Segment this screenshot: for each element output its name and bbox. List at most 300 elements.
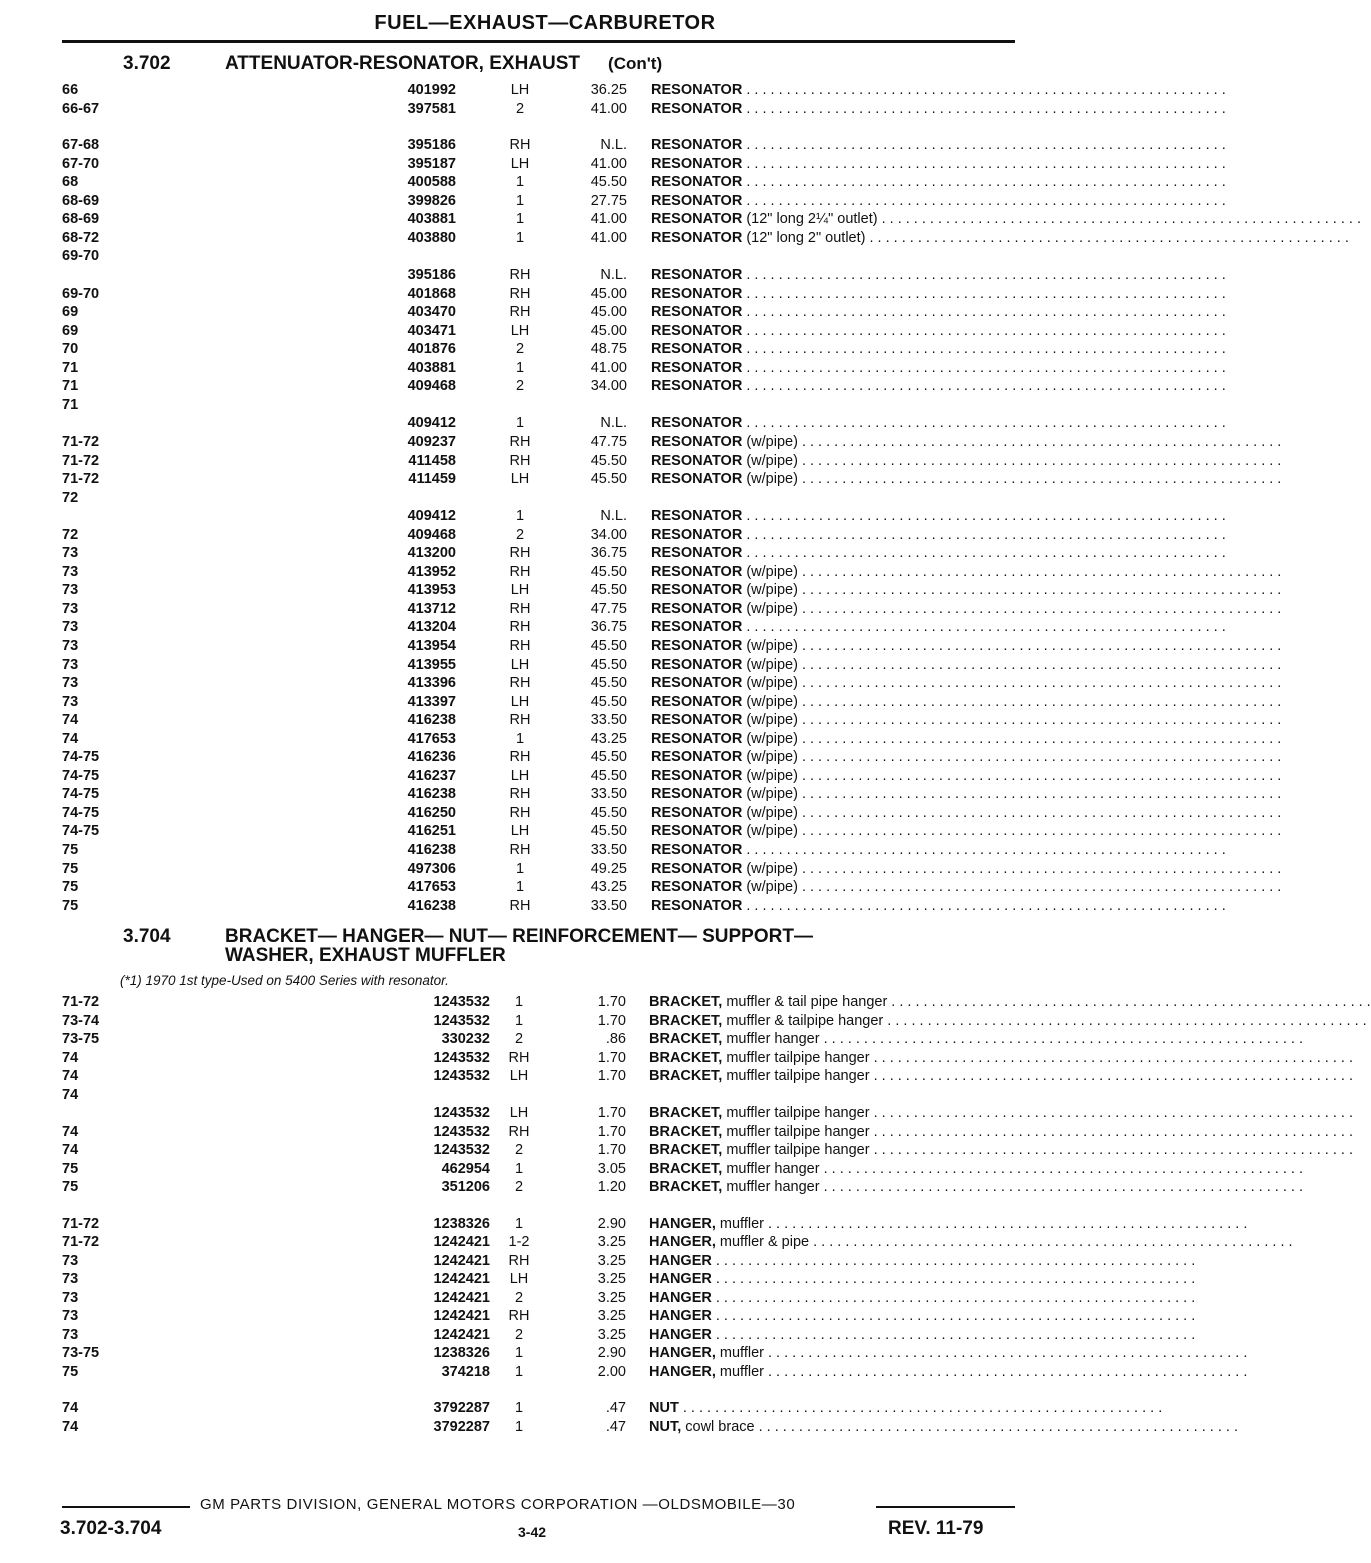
table-row: [0, 470, 1282, 488]
table-row: [0, 730, 1282, 748]
part-name-bold: RESONATOR: [651, 526, 743, 543]
table-row: [0, 359, 1226, 377]
quantity: RH: [509, 545, 531, 562]
part-name-detail: . . . . . . . . . . . . . . . . . . . . . . . . . . . . . . . . . . . . . . . . . . . . . . . . . . . . . . . . . . . .: [742, 341, 1226, 358]
quantity: RH: [509, 563, 531, 580]
part-name-bold: BRACKET,: [649, 1031, 723, 1047]
table-row: [0, 1141, 1353, 1159]
model-year: 71-72: [62, 1234, 100, 1250]
model-year: 73: [62, 1308, 79, 1324]
part-name: [649, 1270, 1196, 1288]
part-name-detail: (w/pipe) . . . . . . . . . . . . . . . . . . . . . . . . . . . . . . . . . . . . . . . . . . . . . . . . . . . . . . . . . . . .: [742, 749, 1282, 766]
table-row: [0, 1326, 1196, 1344]
part-name-bold: RESONATOR: [651, 749, 743, 766]
section-continued: (Con't): [608, 54, 663, 73]
table-row: [0, 136, 1226, 154]
quantity: 1: [515, 192, 525, 209]
part-name-bold: RESONATOR: [651, 656, 743, 673]
part-name: [651, 841, 1226, 859]
part-name-detail: . . . . . . . . . . . . . . . . . . . . . . . . . . . . . . . . . . . . . . . . . . . . . . . . . . . . . . . . . . . .: [742, 545, 1226, 562]
part-name: [649, 1399, 1163, 1417]
table-row: [0, 1049, 1353, 1067]
part-number: 416251: [407, 823, 456, 840]
part-number: 1243532: [433, 1123, 490, 1140]
section-title: ATTENUATOR-RESONATOR, EXHAUST: [225, 53, 581, 74]
part-number: 1242421: [433, 1289, 490, 1306]
part-name-detail: (w/pipe) . . . . . . . . . . . . . . . . . . . . . . . . . . . . . . . . . . . . . . . . . . . . . . . . . . . . . . . . . . . .: [742, 433, 1282, 450]
quantity: 2: [515, 341, 525, 358]
table-row: [0, 1233, 1293, 1251]
model-year: 67-70: [62, 155, 100, 172]
part-name-detail: (w/pipe) . . . . . . . . . . . . . . . . . . . . . . . . . . . . . . . . . . . . . . . . . . . . . . . . . . . . . . . . . . . .: [742, 879, 1282, 896]
quantity: 1: [515, 174, 525, 191]
price: 36.75: [590, 545, 627, 562]
model-year: 74: [62, 1049, 79, 1066]
part-name: [651, 693, 1282, 711]
model-year: 66: [62, 82, 79, 98]
part-name-detail: . . . . . . . . . . . . . . . . . . . . . . . . . . . . . . . . . . . . . . . . . . . . . . . . . . . . . . . . . . . .: [742, 526, 1226, 543]
quantity: 2: [514, 1179, 524, 1195]
part-number: 1242421: [433, 1308, 490, 1324]
part-number: 409468: [407, 526, 456, 543]
quantity: 1: [514, 1012, 524, 1029]
part-name: [651, 822, 1282, 840]
part-number: 399826: [407, 192, 456, 209]
part-name: [651, 748, 1282, 766]
section-number: 3.702: [123, 53, 171, 74]
table-row: [0, 1178, 1303, 1196]
part-name-bold: RESONATOR: [651, 804, 743, 821]
part-number: 1243532: [433, 994, 490, 1010]
price: 1.70: [597, 1105, 626, 1121]
price: 34.00: [590, 526, 627, 543]
table-row: [0, 210, 1361, 228]
part-name-bold: BRACKET,: [649, 1179, 723, 1195]
model-year: 74-75: [62, 749, 100, 766]
model-year: 71: [62, 378, 79, 395]
part-name-detail: muffler & pipe . . . . . . . . . . . . . . . . . . . . . . . . . . . . . . . . . . . . . . . . . . . . . . . . . . . . . . . . . . . .: [715, 1234, 1293, 1250]
table-row: [0, 1086, 1090, 1104]
part-name: [649, 1326, 1196, 1344]
part-name-detail: muffler tailpipe hanger . . . . . . . . . . . . . . . . . . . . . . . . . . . . . . . . . . . . . . . . . . . . . . . . . . . . . . . . . . . .: [722, 1142, 1353, 1158]
section-3702-heading: [123, 53, 662, 75]
table-row: [0, 841, 1226, 859]
model-year: 73-74: [62, 1012, 100, 1029]
part-name-detail: (w/pipe) . . . . . . . . . . . . . . . . . . . . . . . . . . . . . . . . . . . . . . . . . . . . . . . . . . . . . . . . . . . .: [742, 693, 1282, 710]
model-year: 71-72: [62, 433, 100, 450]
part-name-detail: muffler & tailpipe hanger . . . . . . . . . . . . . . . . . . . . . . . . . . . . . . . . . . . . . . . . . . . . . . . . . . . . . . . . . . . .: [722, 1012, 1367, 1029]
part-number: 416238: [407, 842, 456, 858]
model-year: 74: [62, 1123, 79, 1140]
part-name: [649, 1030, 1303, 1048]
part-name-bold: RESONATOR: [651, 508, 743, 525]
part-name: [651, 229, 1349, 247]
part-name: [651, 377, 1226, 395]
part-name-bold: RESONATOR: [651, 415, 743, 432]
price: 45.00: [590, 304, 627, 321]
quantity: 1: [514, 1345, 524, 1361]
quantity: 2: [514, 1326, 524, 1343]
price: 45.00: [590, 322, 627, 339]
part-number: 395186: [407, 267, 456, 283]
page-title: FUEL—EXHAUST—CARBURETOR: [374, 12, 716, 34]
price: 2.90: [597, 1345, 626, 1361]
price: 3.25: [597, 1326, 626, 1343]
part-name-bold: RESONATOR: [651, 192, 743, 209]
header-rule: [62, 40, 1015, 43]
quantity: RH: [509, 285, 531, 302]
part-name-detail: . . . . . . . . . . . . . . . . . . . . . . . . . . . . . . . . . . . . . . . . . . . . . . . . . . . . . . . . . . . .: [742, 415, 1226, 432]
part-name-detail: . . . . . . . . . . . . . . . . . . . . . . . . . . . . . . . . . . . . . . . . . . . . . . . . . . . . . . . . . . . .: [711, 1326, 1196, 1343]
table-row: [0, 804, 1282, 822]
part-name-bold: RESONATOR: [651, 582, 743, 599]
part-number: 409412: [407, 508, 456, 525]
part-name: [651, 81, 1226, 99]
quantity: 1: [515, 730, 525, 747]
part-number: 1242421: [433, 1252, 490, 1269]
part-number: 416238: [407, 786, 456, 803]
quantity: RH: [509, 786, 531, 803]
table-row: [0, 396, 1090, 414]
price: 49.25: [590, 860, 627, 877]
model-year: 75: [62, 1179, 79, 1195]
part-number: 1238326: [433, 1215, 490, 1232]
table-row: [0, 581, 1282, 599]
table-row: [0, 822, 1282, 840]
part-name-detail: (w/pipe) . . . . . . . . . . . . . . . . . . . . . . . . . . . . . . . . . . . . . . . . . . . . . . . . . . . . . . . . . . . .: [742, 563, 1282, 580]
part-name-bold: BRACKET,: [649, 1105, 723, 1121]
table-row: [0, 81, 1226, 99]
section-3704-title-2: WASHER, EXHAUST MUFFLER: [225, 945, 506, 966]
model-year: 71-72: [62, 994, 100, 1010]
quantity: RH: [508, 1308, 530, 1324]
part-name-detail: (w/pipe) . . . . . . . . . . . . . . . . . . . . . . . . . . . . . . . . . . . . . . . . . . . . . . . . . . . . . . . . . . . .: [742, 675, 1282, 691]
table-row: [0, 100, 1226, 118]
model-year: 69: [62, 322, 79, 339]
part-name: [649, 993, 1371, 1011]
part-name: [651, 674, 1282, 692]
part-name-bold: RESONATOR: [651, 879, 743, 896]
part-name: [651, 470, 1282, 488]
part-name-detail: (w/pipe) . . . . . . . . . . . . . . . . . . . . . . . . . . . . . . . . . . . . . . . . . . . . . . . . . . . . . . . . . . . .: [742, 600, 1282, 617]
part-number: 416238: [407, 712, 456, 729]
part-name: [651, 452, 1282, 470]
price: 45.50: [590, 693, 627, 710]
table-row: [0, 1307, 1196, 1325]
part-number: 3792287: [433, 1400, 490, 1416]
model-year: 73: [62, 1326, 79, 1343]
price: N.L.: [600, 137, 627, 154]
part-name: [651, 711, 1282, 729]
table-row: [0, 1363, 1248, 1381]
part-name-detail: muffler . . . . . . . . . . . . . . . . . . . . . . . . . . . . . . . . . . . . . . . . . . . . . . . . . . . . . . . . . . . .: [715, 1345, 1248, 1361]
part-name-detail: muffler tailpipe hanger . . . . . . . . . . . . . . . . . . . . . . . . . . . . . . . . . . . . . . . . . . . . . . . . . . . . . . . . . . . .: [722, 1068, 1353, 1084]
part-name-detail: . . . . . . . . . . . . . . . . . . . . . . . . . . . . . . . . . . . . . . . . . . . . . . . . . . . . . . . . . . . .: [742, 359, 1226, 376]
table-row: [0, 785, 1282, 803]
quantity: RH: [509, 619, 531, 636]
part-number: 413397: [407, 693, 456, 710]
model-year: 71: [62, 359, 79, 376]
model-year: 71-72: [62, 471, 100, 487]
quantity: RH: [509, 804, 531, 821]
table-row: [0, 618, 1226, 636]
part-number: 413955: [407, 656, 456, 673]
model-year: 73-75: [62, 1031, 100, 1047]
part-number: 416237: [407, 767, 456, 784]
price: 41.00: [590, 100, 627, 117]
price: 45.50: [590, 563, 627, 580]
price: 47.75: [590, 433, 627, 450]
part-name-detail: . . . . . . . . . . . . . . . . . . . . . . . . . . . . . . . . . . . . . . . . . . . . . . . . . . . . . . . . . . . .: [742, 508, 1226, 525]
model-year: 69-70: [62, 248, 100, 265]
part-name-bold: HANGER,: [649, 1345, 716, 1361]
price: 45.50: [590, 749, 627, 766]
part-number: 400588: [407, 174, 456, 191]
part-name: [651, 322, 1226, 340]
part-name: [651, 155, 1226, 173]
part-name-bold: RESONATOR: [651, 174, 743, 191]
part-name: [651, 656, 1282, 674]
price: 3.25: [597, 1308, 626, 1324]
model-year: 74-75: [62, 804, 100, 821]
price: N.L.: [600, 415, 627, 432]
part-name: [651, 804, 1282, 822]
part-name: [649, 1215, 1248, 1233]
price: .47: [605, 1400, 626, 1416]
part-name-detail: . . . . . . . . . . . . . . . . . . . . . . . . . . . . . . . . . . . . . . . . . . . . . . . . . . . . . . . . . . . .: [742, 304, 1226, 321]
model-year: 73: [62, 563, 79, 580]
part-name-detail: . . . . . . . . . . . . . . . . . . . . . . . . . . . . . . . . . . . . . . . . . . . . . . . . . . . . . . . . . . . .: [711, 1271, 1196, 1287]
part-name: [651, 285, 1226, 303]
part-name-bold: HANGER: [649, 1252, 712, 1269]
model-year: 75: [62, 1363, 79, 1380]
part-name: [649, 1141, 1353, 1159]
part-number: 395186: [407, 137, 456, 154]
part-name: [649, 1049, 1353, 1067]
model-year: 73: [62, 1289, 79, 1306]
part-name: [649, 1067, 1353, 1085]
part-name-bold: HANGER: [649, 1271, 712, 1287]
part-name-bold: BRACKET,: [649, 1012, 723, 1029]
table-row: [0, 767, 1282, 785]
part-name: [649, 1104, 1353, 1122]
section-number: 3.704: [123, 926, 171, 947]
table-row: [0, 266, 1226, 284]
part-name-bold: RESONATOR: [651, 267, 743, 283]
price: 36.75: [590, 619, 627, 636]
part-number: 1242421: [433, 1271, 490, 1287]
quantity: 1: [514, 1160, 524, 1177]
part-name-detail: muffler tailpipe hanger . . . . . . . . . . . . . . . . . . . . . . . . . . . . . . . . . . . . . . . . . . . . . . . . . . . . . . . . . . . .: [722, 1105, 1353, 1121]
price: 3.25: [597, 1234, 626, 1250]
price: 1.70: [597, 1142, 626, 1158]
model-year: 74: [62, 1418, 79, 1435]
part-name: [649, 1178, 1303, 1196]
part-name-bold: RESONATOR: [651, 211, 743, 228]
price: 3.25: [597, 1271, 626, 1287]
quantity: 2: [515, 526, 525, 543]
part-number: 1238326: [433, 1345, 490, 1361]
model-year: 73: [62, 1271, 79, 1287]
model-year: 75: [62, 860, 79, 877]
model-year: 73: [62, 1252, 79, 1269]
table-row: [0, 377, 1226, 395]
part-name-detail: . . . . . . . . . . . . . . . . . . . . . . . . . . . . . . . . . . . . . . . . . . . . . . . . . . . . . . . . . . . .: [742, 322, 1226, 339]
table-row: [0, 247, 1090, 265]
part-name-detail: . . . . . . . . . . . . . . . . . . . . . . . . . . . . . . . . . . . . . . . . . . . . . . . . . . . . . . . . . . . .: [742, 267, 1226, 283]
section-3704-number: [123, 926, 171, 948]
price: 1.20: [597, 1179, 626, 1195]
footnote: (*1) 1970 1st type-Used on 5400 Series with resonator.: [120, 973, 449, 988]
part-name-detail: muffler tailpipe hanger . . . . . . . . . . . . . . . . . . . . . . . . . . . . . . . . . . . . . . . . . . . . . . . . . . . . . . . . . . . .: [722, 1123, 1353, 1140]
price: 33.50: [590, 786, 627, 803]
part-name: [651, 414, 1226, 432]
price: 3.25: [597, 1252, 626, 1269]
part-number: 401868: [407, 285, 456, 302]
part-name-bold: RESONATOR: [651, 823, 743, 840]
quantity: 1: [514, 1215, 524, 1232]
model-year: 69: [62, 304, 79, 321]
part-name: [651, 303, 1226, 321]
quantity: 1: [515, 211, 525, 228]
part-name-detail: (w/pipe) . . . . . . . . . . . . . . . . . . . . . . . . . . . . . . . . . . . . . . . . . . . . . . . . . . . . . . . . . . . .: [742, 656, 1282, 673]
model-year: 68-69: [62, 192, 100, 209]
part-name-detail: cowl brace . . . . . . . . . . . . . . . . . . . . . . . . . . . . . . . . . . . . . . . . . . . . . . . . . . . . . . . . . . . .: [681, 1418, 1238, 1435]
model-year: 73: [62, 637, 79, 654]
part-name-bold: HANGER,: [649, 1363, 716, 1380]
part-number: 413712: [407, 600, 456, 617]
table-row: [0, 340, 1226, 358]
part-name-detail: (w/pipe) . . . . . . . . . . . . . . . . . . . . . . . . . . . . . . . . . . . . . . . . . . . . . . . . . . . . . . . . . . . .: [742, 582, 1282, 599]
price: 2.90: [597, 1215, 626, 1232]
part-number: 409468: [407, 378, 456, 395]
part-name: [649, 1160, 1303, 1178]
part-name-bold: RESONATOR: [651, 378, 743, 395]
part-name-bold: RESONATOR: [651, 359, 743, 376]
model-year: 68-69: [62, 211, 100, 228]
price: 45.50: [590, 823, 627, 840]
model-year: 74: [62, 1142, 79, 1158]
part-name-bold: RESONATOR: [651, 285, 743, 302]
model-year: 73: [62, 675, 79, 691]
model-year: 73-75: [62, 1345, 100, 1361]
part-number: 1242421: [433, 1326, 490, 1343]
part-name-bold: BRACKET,: [649, 1068, 723, 1084]
part-name-bold: RESONATOR: [651, 730, 743, 747]
model-year: 74: [62, 712, 79, 729]
part-name-bold: RESONATOR: [651, 712, 743, 729]
part-name-bold: RESONATOR: [651, 341, 743, 358]
part-number: 409412: [407, 415, 456, 432]
quantity: 1: [514, 1400, 524, 1416]
part-name: [649, 1289, 1196, 1307]
quantity: 1-2: [508, 1234, 530, 1250]
part-name-detail: (w/pipe) . . . . . . . . . . . . . . . . . . . . . . . . . . . . . . . . . . . . . . . . . . . . . . . . . . . . . . . . . . . .: [742, 823, 1282, 840]
part-name: [651, 730, 1282, 748]
model-year: 67-68: [62, 137, 100, 154]
price: 33.50: [590, 897, 627, 914]
part-name-bold: BRACKET,: [649, 1142, 723, 1158]
table-row: [0, 1418, 1238, 1436]
quantity: 2: [514, 1031, 524, 1047]
footer-organization: GM PARTS DIVISION, GENERAL MOTORS CORPORATION —OLDSMOBILE—30: [200, 1496, 796, 1513]
price: 33.50: [590, 712, 627, 729]
quantity: RH: [509, 452, 531, 469]
part-name: [651, 563, 1282, 581]
part-name-bold: RESONATOR: [651, 842, 743, 858]
table-row: [0, 192, 1226, 210]
quantity: LH: [509, 1105, 529, 1121]
part-name-bold: BRACKET,: [649, 1049, 723, 1066]
price: 3.05: [597, 1160, 626, 1177]
quantity: 1: [514, 1418, 524, 1435]
part-name-bold: RESONATOR: [651, 619, 743, 636]
footer-rule-right: [876, 1506, 1015, 1508]
part-name-bold: BRACKET,: [649, 1123, 723, 1140]
part-name-detail: . . . . . . . . . . . . . . . . . . . . . . . . . . . . . . . . . . . . . . . . . . . . . . . . . . . . . . . . . . . .: [742, 82, 1226, 98]
table-row: [0, 693, 1282, 711]
part-name-bold: RESONATOR: [651, 767, 743, 784]
part-name: [651, 173, 1226, 191]
quantity: RH: [509, 637, 531, 654]
price: 41.00: [590, 155, 627, 172]
part-name-bold: HANGER: [649, 1326, 712, 1343]
part-name: [649, 1307, 1196, 1325]
table-row: [0, 656, 1282, 674]
price: 43.25: [590, 879, 627, 896]
table-row: [0, 322, 1226, 340]
model-year: 68-72: [62, 229, 100, 246]
part-name-bold: HANGER: [649, 1289, 712, 1306]
part-name: [649, 1123, 1353, 1141]
part-name-detail: (w/pipe) . . . . . . . . . . . . . . . . . . . . . . . . . . . . . . . . . . . . . . . . . . . . . . . . . . . . . . . . . . . .: [742, 471, 1282, 487]
part-name-detail: . . . . . . . . . . . . . . . . . . . . . . . . . . . . . . . . . . . . . . . . . . . . . . . . . . . . . . . . . . . .: [742, 619, 1226, 636]
part-name-detail: (w/pipe) . . . . . . . . . . . . . . . . . . . . . . . . . . . . . . . . . . . . . . . . . . . . . . . . . . . . . . . . . . . .: [742, 860, 1282, 877]
price: 48.75: [590, 341, 627, 358]
quantity: 1: [515, 359, 525, 376]
part-name-bold: NUT: [649, 1400, 679, 1416]
quantity: 1: [515, 415, 525, 432]
model-year: 68: [62, 174, 79, 191]
part-name-bold: RESONATOR: [651, 897, 743, 914]
part-name-detail: . . . . . . . . . . . . . . . . . . . . . . . . . . . . . . . . . . . . . . . . . . . . . . . . . . . . . . . . . . . .: [678, 1400, 1163, 1416]
part-name: [651, 210, 1361, 228]
model-year: 70: [62, 341, 79, 358]
part-number: 413954: [407, 637, 456, 654]
part-name-bold: RESONATOR: [651, 637, 743, 654]
table-row: [0, 878, 1282, 896]
part-number: 1243532: [433, 1142, 490, 1158]
quantity: LH: [510, 82, 530, 98]
quantity: LH: [510, 582, 530, 599]
part-name-detail: (w/pipe) . . . . . . . . . . . . . . . . . . . . . . . . . . . . . . . . . . . . . . . . . . . . . . . . . . . . . . . . . . . .: [742, 767, 1282, 784]
part-number: 413200: [407, 545, 456, 562]
part-name: [651, 767, 1282, 785]
model-year: 75: [62, 842, 79, 858]
part-name-detail: (w/pipe) . . . . . . . . . . . . . . . . . . . . . . . . . . . . . . . . . . . . . . . . . . . . . . . . . . . . . . . . . . . .: [742, 712, 1282, 729]
model-year: 75: [62, 879, 79, 896]
part-name-detail: (12" long 2" outlet) . . . . . . . . . . . . . . . . . . . . . . . . . . . . . . . . . . . . . . . . . . . . . . . . . . . . . . . . . . . .: [742, 229, 1349, 246]
model-year: 74-75: [62, 767, 100, 784]
quantity: 2: [515, 100, 525, 117]
part-number: 497306: [407, 860, 456, 877]
table-row: [0, 303, 1226, 321]
table-row: [0, 544, 1226, 562]
part-name: [651, 192, 1226, 210]
part-name: [649, 1252, 1196, 1270]
part-name-detail: . . . . . . . . . . . . . . . . . . . . . . . . . . . . . . . . . . . . . . . . . . . . . . . . . . . . . . . . . . . .: [742, 100, 1226, 117]
model-year: 73: [62, 693, 79, 710]
